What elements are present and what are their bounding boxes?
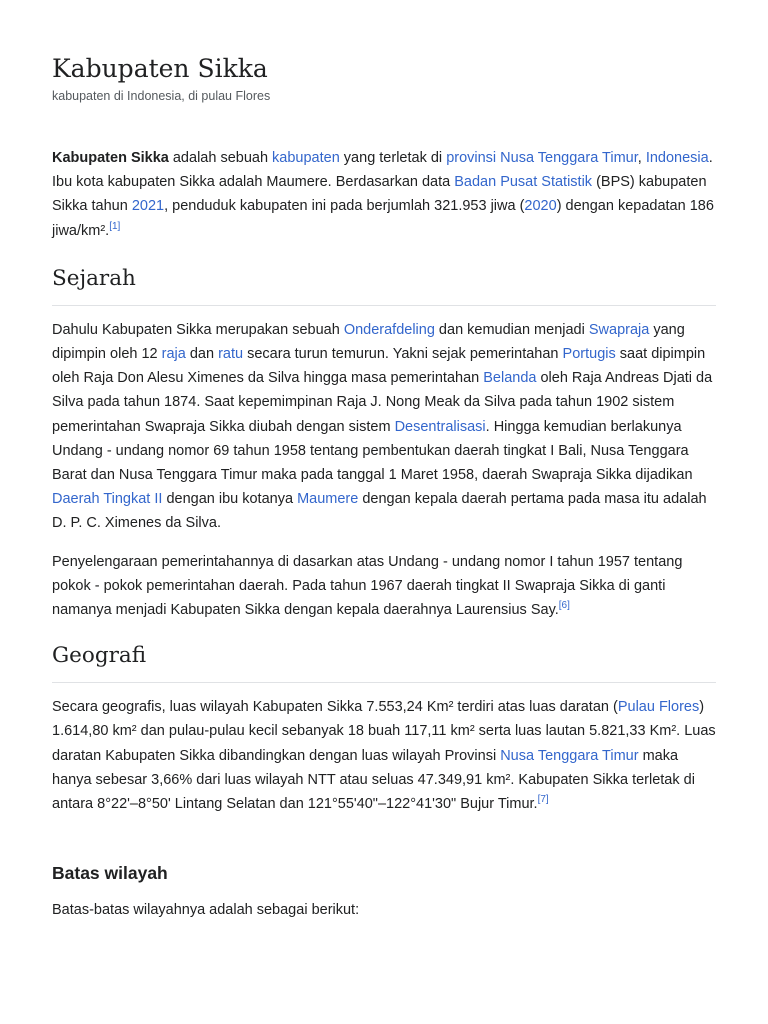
link-raja[interactable]: raja — [161, 346, 186, 363]
intro-bold-term: Kabupaten Sikka — [52, 150, 169, 166]
link-provinsi-ntt[interactable]: provinsi Nusa Tenggara Timur — [446, 150, 638, 166]
link-belanda[interactable]: Belanda — [483, 370, 537, 387]
sejarah-paragraph-2: Penyelengaraan pemerintahannya di dasarkan atas Undang - undang nomor I tahun 1957 tentang pokok - pokok pemerintahan daerah. Pada tahun 1967 daerah tingkat II Swapraja Sikka di ganti namanya menjadi Kabupaten Sikka dengan kepala daerahnya Laurensius Say.[6] — [52, 553, 683, 619]
link-kabupaten[interactable]: kabupaten — [272, 150, 340, 166]
page-title: Kabupaten Sikka — [52, 54, 268, 83]
link-maumere[interactable]: Maumere — [297, 491, 359, 508]
batas-paragraph: Batas-batas wilayahnya adalah sebagai berikut: — [52, 902, 360, 919]
link-desentralisasi[interactable]: Desentralisasi — [394, 418, 486, 435]
page-subtitle: kabupaten di Indonesia, di pulau Flores — [52, 89, 271, 103]
link-daerah-tingkat-ii[interactable]: Daerah Tingkat II — [52, 491, 163, 508]
link-ratu[interactable]: ratu — [218, 346, 244, 363]
link-swapraja[interactable]: Swapraja — [588, 321, 650, 338]
link-onderafdeling[interactable]: Onderafdeling — [343, 321, 435, 338]
intro-paragraph: Kabupaten Sikka adalah sebuah kabupaten yang terletak di provinsi Nusa Tenggara Timur, Indonesia. Ibu kota kabupaten Sikka adalah Maumere. Berdasarkan data Badan Pusat Statistik (BPS) kabupaten Sikka tahun 2021, penduduk kabupaten ini pada berjumlah 321.953 jiwa (2020) dengan kepadatan 186 jiwa/km².[1] — [52, 150, 714, 239]
link-indonesia[interactable]: Indonesia — [645, 150, 709, 166]
geografi-paragraph: Secara geografis, luas wilayah Kabupaten Sikka 7.553,24 Km² terdiri atas luas daratan (Pulau Flores) 1.614,80 km² dan pulau-pulau kecil sebanyak 18 buah 117,11 km² serta luas lautan 5.821,33 Km². Luas daratan Kabupaten Sikka dibandingkan dengan luas wilayah Provinsi Nusa Tenggara Timur maka hanya sebesar 3,66% dari luas wilayah NTT atau seluas 47.349,91 km². Kabupaten Sikka terletak di antara 8°22'–8°50' Lintang Selatan dan 121°55'40"–122°41'30" Bujur Timur.[7] — [52, 699, 716, 813]
reference-1[interactable]: [1] — [109, 220, 121, 232]
link-2021[interactable]: 2021 — [131, 198, 165, 215]
section-heading-sejarah: Sejarah — [52, 265, 716, 306]
link-portugis[interactable]: Portugis — [562, 346, 616, 363]
reference-6[interactable]: [6] — [558, 600, 570, 612]
section-heading-geografi: Geografi — [52, 642, 716, 683]
link-pulau-flores[interactable]: Pulau Flores — [617, 699, 700, 716]
link-2020[interactable]: 2020 — [524, 198, 557, 215]
link-nusa-tenggara-timur[interactable]: Nusa Tenggara Timur — [500, 747, 639, 764]
link-bps[interactable]: Badan Pusat Statistik — [454, 174, 593, 191]
subsection-heading-batas-wilayah: Batas wilayah — [52, 863, 168, 884]
sejarah-paragraph-1: Dahulu Kabupaten Sikka merupakan sebuah Onderafdeling dan kemudian menjadi Swapraja yang dipimpin oleh 12 raja dan ratu secara turun temurun. Yakni sejak pemerintahan Portugis saat dipimpin oleh Raja Don Alesu Ximenes da Silva hingga masa pemerintahan Belanda oleh Raja Andreas Djati da Silva pada tahun 1874. Saat kepemimpinan Raja J. Nong Meak da Silva pada tahun 1902 sistem pemerintahan Swapraja Sikka diubah dengan sistem Desentralisasi. Hingga kemudian berlakunya Undang - undang nomor 69 tahun 1958 tentang pembentukan daerah tingkat I Bali, Nusa Tenggara Barat dan Nusa Tenggara Timur maka pada tanggal 1 Maret 1958, daerah Swapraja Sikka dijadikan Daerah Tingkat II dengan ibu kotanya Maumere dengan kepala daerah pertama pada masa itu adalah D. P. C. Ximenes da Silva. — [52, 321, 713, 532]
reference-7[interactable]: [7] — [537, 794, 549, 806]
